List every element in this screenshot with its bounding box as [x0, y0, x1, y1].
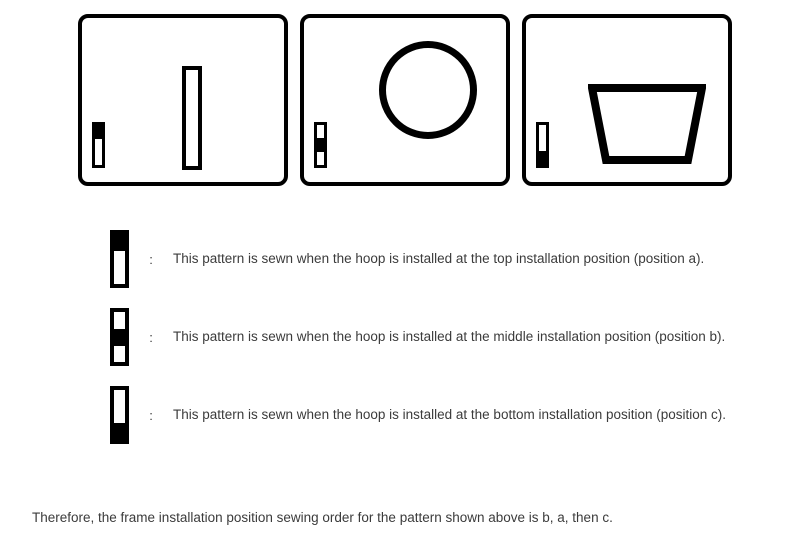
hoop-position-indicator-top [110, 230, 129, 288]
panel-pattern-bar [78, 14, 288, 186]
hoop-position-indicator-bottom [110, 386, 129, 444]
hoop-position-indicator-bottom [536, 122, 549, 168]
hoop-position-fill [114, 329, 125, 346]
hoop-position-fill [114, 423, 125, 440]
legend-text-position-a: This pattern is sewn when the hoop is installed at the top installation position (position a). [173, 251, 705, 267]
pattern-shape-trapezoid [588, 84, 706, 164]
hoop-position-fill [114, 234, 125, 251]
pattern-shape-circle [379, 41, 477, 139]
hoop-position-fill [95, 125, 102, 139]
conclusion-text: Therefore, the frame installation position sewing order for the pattern shown above is b, a, then c. [32, 510, 613, 525]
hoop-position-fill [317, 138, 324, 152]
panel-pattern-circle [300, 14, 510, 186]
legend-text-position-c: This pattern is sewn when the hoop is installed at the bottom installation position (position c). [173, 407, 727, 423]
legend-item-position-a [110, 220, 790, 298]
pattern-panel-row [78, 14, 732, 186]
legend-separator: : [149, 329, 153, 345]
legend-separator: : [149, 407, 153, 423]
legend-item-position-b [110, 298, 790, 376]
legend [110, 220, 790, 454]
legend-text-position-b: This pattern is sewn when the hoop is installed at the middle installation position (position b). [173, 329, 726, 345]
hoop-position-fill [539, 151, 546, 165]
panel-pattern-trapezoid [522, 14, 732, 186]
pattern-shape-bar [182, 66, 202, 170]
hoop-position-indicator-middle [314, 122, 327, 168]
legend-item-position-c [110, 376, 790, 454]
hoop-position-indicator-top [92, 122, 105, 168]
legend-separator: : [149, 251, 153, 267]
hoop-position-indicator-middle [110, 308, 129, 366]
